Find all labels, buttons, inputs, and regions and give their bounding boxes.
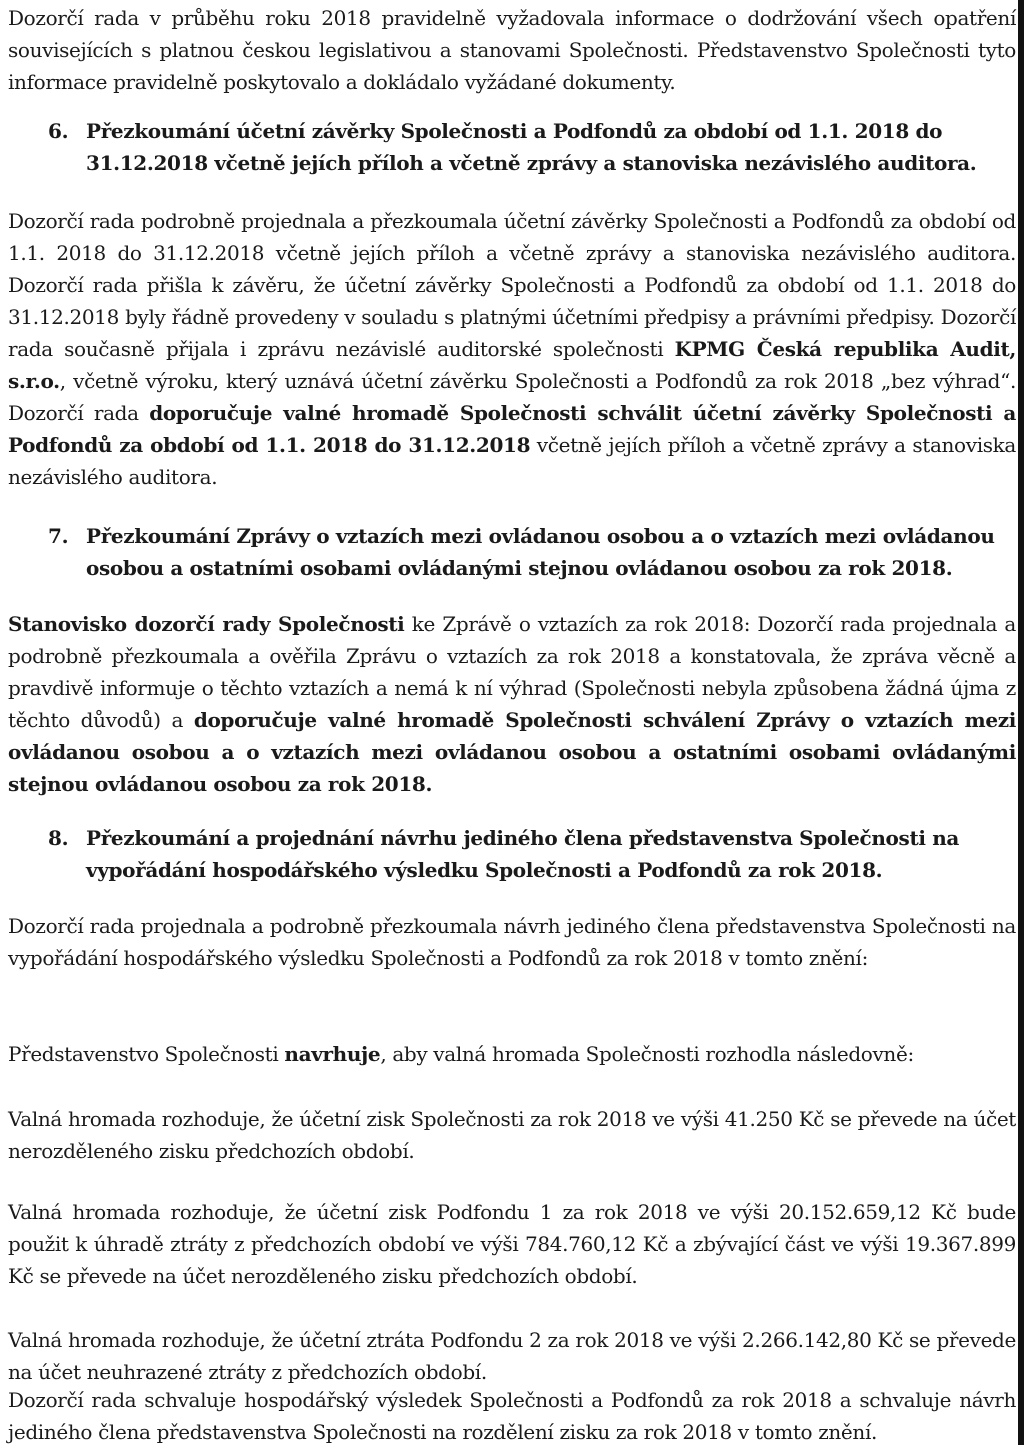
auditor-name: KPMG Česká republika Audit, s.r.o. <box>8 337 1016 393</box>
board-opinion-label: Stanovisko dozorčí rady Společnosti <box>8 612 405 636</box>
paragraph-company-profit: Valná hromada rozhoduje, že účetní zisk Společnosti za rok 2018 ve výši 41.250 Kč se převede na účet nerozděleného zisku předchozích období. <box>8 1107 1016 1163</box>
section-title-8: Přezkoumání a projednání návrhu jediného člena představenstva Společnosti na vypořádání hospodářského výsledku Společnosti a Podfondů za rok 2018. <box>86 826 959 882</box>
recommendation-approve-statements: doporučuje valné hromadě Společnosti schválit účetní závěrky Společnosti a Podfondů za období od 1.1. 2018 do 31.12.2018 <box>8 401 1016 457</box>
paragraph-info-requests: Dozorčí rada v průběhu roku 2018 pravidelně vyžadovala informace o dodržování všech opatření souvisejících s platnou českou legislativou a stanovami Společnosti. Představenstvo Společnosti tyto informace pravidelně poskytovalo a dokládalo vyžádané dokumenty. <box>8 6 1016 94</box>
proposes-keyword: navrhuje <box>284 1042 381 1066</box>
paragraph-financial-statements: Dozorčí rada podrobně projednala a přezkoumala účetní závěrky Společnosti a Podfondů za období od 1.1. 2018 do 31.12.2018 včetně jejích příloh a včetně zprávy a stanoviska nezávislého auditora. Dozorčí rada přišla k závěru, že účetní závěrky Společnosti a Podfondů za období od 1.1. 2018 do 31.12.2018 byly řádně provedeny v souladu s platnými účetními předpisy a právními předpisy. Dozorčí rada současně přijala i zprávu nezávislé auditorské společnosti KPMG Česká republika Audit, s.r.o., včetně výroku, který uznává účetní závěrku Společnosti a Podfondů za rok 2018 „bez výhrad“. Dozorčí rada doporučuje valné hromadě Společnosti schválit účetní závěrky Společnosti a Podfondů za období od 1.1. 2018 do 31.12.2018 včetně jejích příloh a včetně zprávy a stanoviska nezávislého auditora. <box>8 209 1016 489</box>
paragraph-profit-proposal-review: Dozorčí rada projednala a podrobně přezkoumala návrh jediného člena představenstva Společnosti na vypořádání hospodářského výsledku Společnosti a Podfondů za rok 2018 v tomto znění: <box>8 914 1016 970</box>
section-heading-8 <box>48 822 1016 886</box>
section-heading-6 <box>48 115 1016 179</box>
section-title-7: Přezkoumání Zprávy o vztazích mezi ovládanou osobou a o vztazích mezi ovládanou osobou a ostatními osobami ovládanými stejnou ovládanou osobou za rok 2018. <box>86 524 995 580</box>
section-number-7: 7. <box>48 524 69 548</box>
paragraph-relations-report: Stanovisko dozorčí rady Společnosti ke Zprávě o vztazích za rok 2018: Dozorčí rada projednala a podrobně přezkoumala a ověřila Zprávu o vztazích za rok 2018 a konstatovala, že zpráva věcně a pravdivě informuje o těchto vztazích a nemá k ní výhrad (Společnosti nebyla způsobena žádná újma z těchto důvodů) a doporučuje valné hromadě Společnosti schválení Zprávy o vztazích mezi ovládanou osobou a o vztazích mezi ovládanou osobou a ostatními osobami ovládanými stejnou ovládanou osobou za rok 2018. <box>8 612 1016 796</box>
section-number-6: 6. <box>48 119 69 143</box>
paragraph-subfund1-profit: Valná hromada rozhoduje, že účetní zisk Podfondu 1 za rok 2018 ve výši 20.152.659,12 Kč bude použit k úhradě ztráty z předchozích období ve výši 784.760,12 Kč a zbývající část ve výši 19.367.899 Kč se převede na účet nerozděleného zisku předchozích období. <box>8 1200 1016 1288</box>
scan-edge-bar <box>1018 0 1024 1445</box>
section-title-6: Přezkoumání účetní závěrky Společnosti a Podfondů za období od 1.1. 2018 do 31.12.2018 včetně jejích příloh a včetně zprávy a stanoviska nezávislého auditora. <box>86 119 977 175</box>
section-number-8: 8. <box>48 826 69 850</box>
paragraph-board-approval: Dozorčí rada schvaluje hospodářský výsledek Společnosti a Podfondů za rok 2018 a schvaluje návrh jediného člena představenstva Společnosti na rozdělení zisku za rok 2018 v tomto znění. <box>8 1388 1016 1444</box>
paragraph-subfund2-loss: Valná hromada rozhoduje, že účetní ztráta Podfondu 2 za rok 2018 ve výši 2.266.142,80 Kč se převede na účet neuhrazené ztráty z předchozích období. <box>8 1328 1016 1384</box>
paragraph-board-proposes: Představenstvo Společnosti navrhuje, aby valná hromada Společnosti rozhodla následovně: <box>8 1042 914 1066</box>
section-heading-7 <box>48 520 1016 584</box>
recommendation-approve-report: doporučuje valné hromadě Společnosti schválení Zprávy o vztazích mezi ovládanou osobou a o vztazích mezi ovládanou osobou a ostatními osobami ovládanými stejnou ovládanou osobou za rok 2018. <box>8 708 1016 796</box>
